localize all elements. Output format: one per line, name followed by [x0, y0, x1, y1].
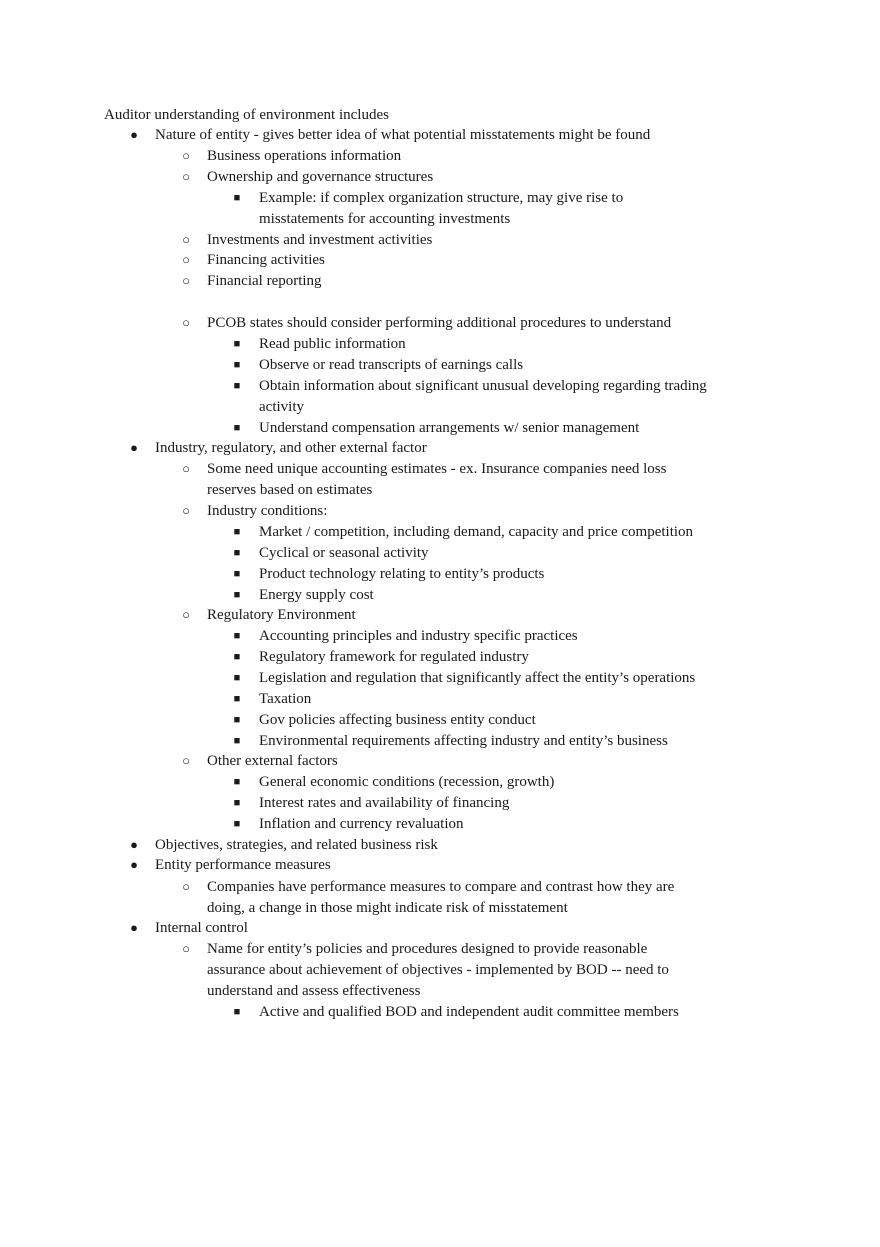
list-item: Regulatory framework for regulated industry	[259, 649, 529, 665]
list-item: Read public information	[259, 336, 406, 352]
list-item-continuation: misstatements for accounting investments	[259, 211, 511, 227]
bullet-l3: ■	[233, 338, 241, 350]
list-item: Companies have performance measures to compare and contrast how they are	[207, 879, 675, 895]
bullet-l2: ○	[182, 503, 190, 518]
list-item: Cyclical or seasonal activity	[259, 545, 429, 561]
bullet-l1: ●	[130, 920, 138, 935]
list-item: Nature of entity - gives better idea of what potential misstatements might be found	[155, 127, 651, 143]
bullet-l3: ■	[233, 797, 241, 809]
bullet-l2: ○	[182, 148, 190, 163]
list-item: Business operations information	[207, 148, 402, 164]
bullet-l2: ○	[182, 315, 190, 330]
bullet-l3: ■	[233, 1006, 241, 1018]
list-item: Entity performance measures	[155, 857, 331, 873]
list-item: Energy supply cost	[259, 587, 374, 603]
bullet-l3: ■	[233, 714, 241, 726]
list-item: Example: if complex organization structure, may give rise to	[259, 190, 624, 206]
list-item: Legislation and regulation that significantly affect the entity’s operations	[259, 670, 696, 686]
bullet-l2: ○	[182, 461, 190, 476]
bullet-l3: ■	[233, 547, 241, 559]
list-item: Product technology relating to entity’s products	[259, 566, 545, 582]
list-item: Obtain information about significant unusual developing regarding trading	[259, 378, 707, 394]
list-item: Taxation	[259, 691, 312, 707]
bullet-l3: ■	[233, 672, 241, 684]
list-item: Name for entity’s policies and procedures designed to provide reasonable	[207, 941, 648, 957]
list-item: Other external factors	[207, 753, 338, 769]
bullet-l2: ○	[182, 169, 190, 184]
list-item: Interest rates and availability of financing	[259, 795, 510, 811]
list-item: Financial reporting	[207, 273, 322, 289]
bullet-l2: ○	[182, 753, 190, 768]
bullet-l2: ○	[182, 879, 190, 894]
bullet-l2: ○	[182, 252, 190, 267]
bullet-l3: ■	[233, 192, 241, 204]
list-item-continuation: doing, a change in those might indicate risk of misstatement	[207, 900, 568, 916]
list-item-continuation: activity	[259, 399, 304, 415]
bullet-l1: ●	[130, 857, 138, 872]
bullet-l3: ■	[233, 735, 241, 747]
list-item: Some need unique accounting estimates - ex. Insurance companies need loss	[207, 461, 667, 477]
list-item: Inflation and currency revaluation	[259, 816, 464, 832]
bullet-l3: ■	[233, 651, 241, 663]
bullet-l3: ■	[233, 526, 241, 538]
bullet-l1: ●	[130, 837, 138, 852]
bullet-l3: ■	[233, 693, 241, 705]
bullet-l3: ■	[233, 818, 241, 830]
list-item: Active and qualified BOD and independent audit committee members	[259, 1004, 679, 1020]
list-item: Ownership and governance structures	[207, 169, 434, 185]
bullet-l3: ■	[233, 422, 241, 434]
bullet-l2: ○	[182, 941, 190, 956]
bullet-l3: ■	[233, 568, 241, 580]
bullet-l2: ○	[182, 607, 190, 622]
list-item-continuation: understand and assess effectiveness	[207, 983, 421, 999]
list-item: Industry conditions:	[207, 503, 328, 519]
list-item: Environmental requirements affecting industry and entity’s business	[259, 733, 668, 749]
list-item: Understand compensation arrangements w/ senior management	[259, 420, 640, 436]
bullet-l3: ■	[233, 380, 241, 392]
bullet-l2: ○	[182, 273, 190, 288]
list-item: Gov policies affecting business entity conduct	[259, 712, 536, 728]
list-item: Accounting principles and industry specific practices	[259, 628, 578, 644]
list-item-continuation: reserves based on estimates	[207, 482, 373, 498]
list-item: Regulatory Environment	[207, 607, 356, 623]
bullet-l2: ○	[182, 232, 190, 247]
list-item: Observe or read transcripts of earnings calls	[259, 357, 524, 373]
list-item: PCOB states should consider performing additional procedures to understand	[207, 315, 672, 331]
list-item: Internal control	[155, 920, 248, 936]
list-item-continuation: assurance about achievement of objectives - implemented by BOD -- need to	[207, 962, 669, 978]
bullet-l3: ■	[233, 589, 241, 601]
bullet-l3: ■	[233, 630, 241, 642]
list-item: Investments and investment activities	[207, 232, 433, 248]
document-heading: Auditor understanding of environment includes	[104, 107, 389, 123]
list-item: Objectives, strategies, and related business risk	[155, 837, 438, 853]
list-item: Industry, regulatory, and other external factor	[155, 440, 427, 456]
bullet-l1: ●	[130, 127, 138, 142]
list-item: General economic conditions (recession, growth)	[259, 774, 555, 790]
bullet-l1: ●	[130, 440, 138, 455]
list-item: Market / competition, including demand, capacity and price competition	[259, 524, 694, 540]
list-item: Financing activities	[207, 252, 325, 268]
bullet-l3: ■	[233, 776, 241, 788]
bullet-l3: ■	[233, 359, 241, 371]
